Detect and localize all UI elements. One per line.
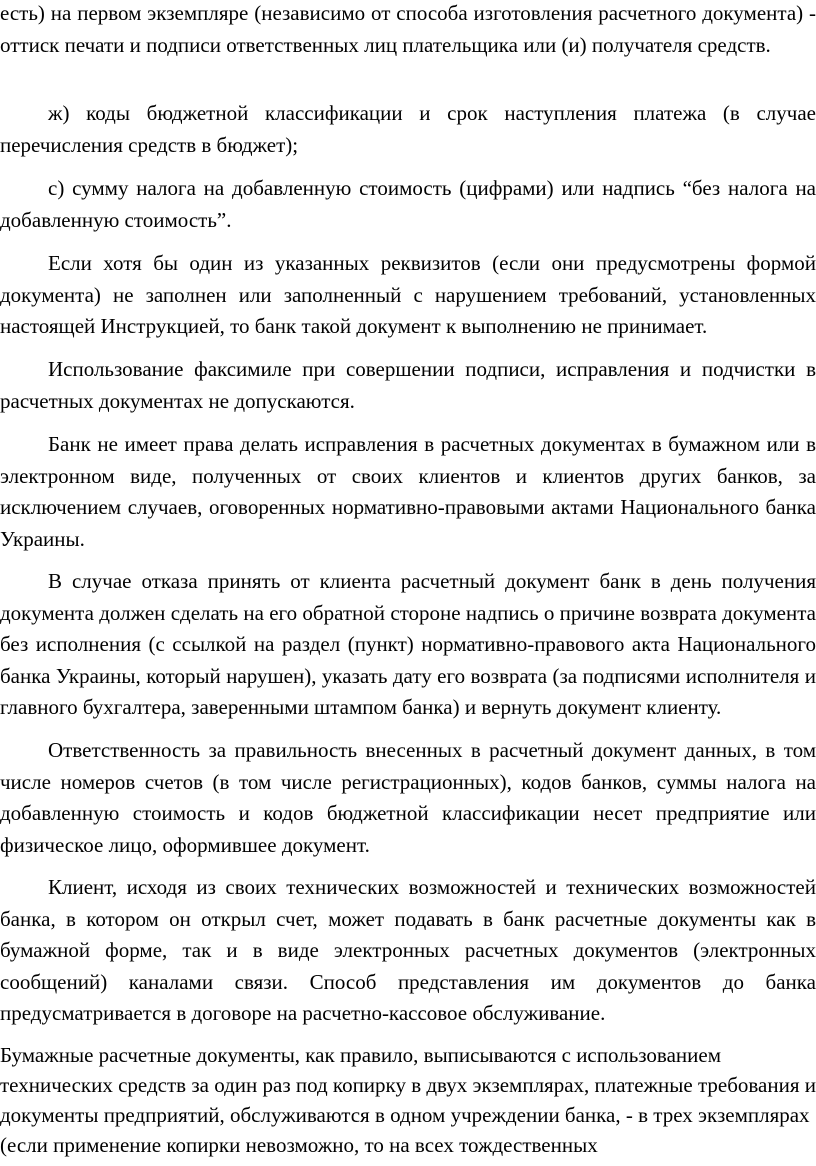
paragraph-bank-corrections: Банк не имеет права делать исправления в расчетных документах в бумажном или в электронном виде, полученных от своих клиентов и клиентов других банков, за исключением случаев, оговоренных нормативно-правовыми актами Национального банка Украины. [0, 432, 816, 551]
paragraph-paper-documents: Бумажные расчетные документы, как правило, выписываются с использованием технических средств за один раз под копирку в двух экземплярах, платежные требования и документы предприятий, обслуживаются в одном учреждении банка, - в трех экземплярах (если применение копирки невозможно, то на всех тождественных [0, 1043, 816, 1157]
paragraph-signature-continuation: есть) на первом экземпляре (независимо от способа изготовления расчетного документа) - оттиск печати и подписи ответственных лиц плательщика или (и) получателя средств. [0, 1, 816, 57]
paragraph-budget-codes: ж) коды бюджетной классификации и срок наступления платежа (в случае перечисления средств в бюджет); [0, 101, 816, 157]
paragraph-vat-amount: с) сумму налога на добавленную стоимость (цифрами) или надпись “без налога на добавленную стоимость”. [0, 176, 816, 232]
paragraph-refusal: В случае отказа принять от клиента расчетный документ банк в день получения документа должен сделать на его обратной стороне надпись о причине возврата документа без исполнения (с ссылкой на раздел (пункт) нормативно-правового акта Национального банка Украины, который нарушен), указать дату его возврата (за подписями исполнителя и главного бухгалтера, заверенными штампом банка) и вернуть документ клиенту. [0, 569, 816, 719]
paragraph-client-submission: Клиент, исходя из своих технических возможностей и технических возможностей банка, в котором он открыл счет, может подавать в банк расчетные документы как в бумажной форме, так и в виде электронных расчетных документов (электронных сообщений) каналами связи. Способ представления им документов до банка предусматривается в договоре на расчетно-кассовое обслуживание. [0, 875, 816, 1025]
paragraph-missing-requisites: Если хотя бы один из указанных реквизитов (если они предусмотрены формой документа) не заполнен или заполненный с нарушением требований, установленных настоящей Инструкцией, то банк такой документ к выполнению не принимает. [0, 251, 816, 338]
paragraph-facsimile: Использование факсимиле при совершении подписи, исправления и подчистки в расчетных документах не допускаются. [0, 357, 816, 413]
paragraph-responsibility: Ответственность за правильность внесенных в расчетный документ данных, в том числе номеров счетов (в том числе регистрационных), кодов банков, суммы налога на добавленную стоимость и кодов бюджетной классификации несет предприятие или физическое лицо, оформившее документ. [0, 738, 816, 857]
